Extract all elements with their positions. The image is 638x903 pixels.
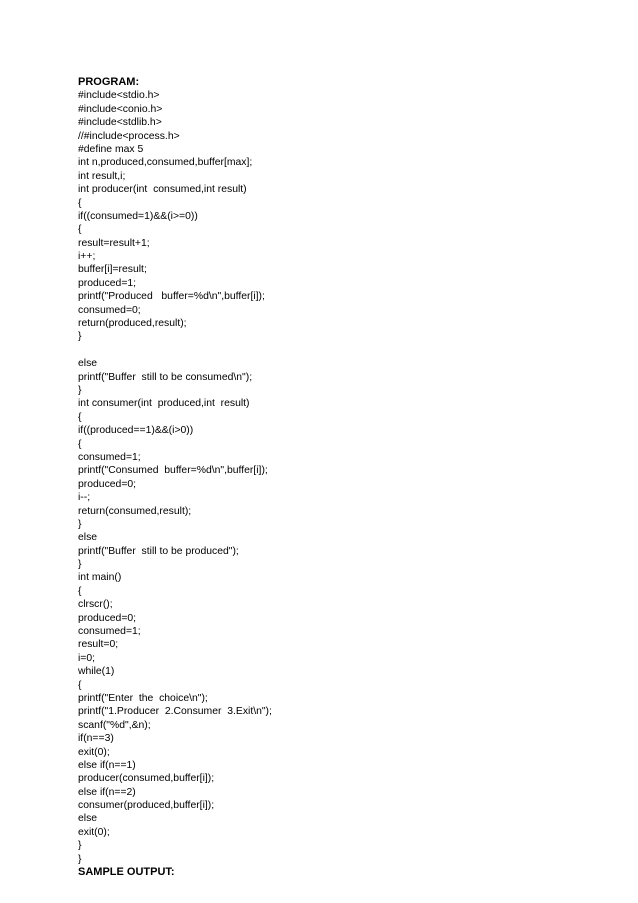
code-line: printf("1.Producer 2.Consumer 3.Exit\n");: [78, 706, 272, 718]
code-line: consumed=0;: [78, 304, 141, 316]
code-line: else: [78, 813, 98, 825]
code-line: }: [78, 559, 82, 571]
code-line: else: [78, 358, 98, 370]
code-line: {: [78, 224, 82, 236]
code-line: int main(): [78, 572, 122, 584]
code-line: {: [78, 585, 82, 597]
code-line: #define max 5: [78, 143, 144, 155]
code-line: i--;: [78, 492, 91, 504]
code-line: int consumer(int produced,int result): [78, 398, 250, 410]
code-line: return(consumed,result);: [78, 505, 192, 517]
code-line: producer(consumed,buffer[i]);: [78, 773, 215, 785]
code-line: if(n==3): [78, 733, 114, 745]
code-line: }: [78, 840, 82, 852]
code-line: result=result+1;: [78, 237, 150, 249]
code-line: produced=1;: [78, 277, 137, 289]
code-line: #include<stdio.h>: [78, 90, 160, 102]
code-line: printf("Produced buffer=%d\n",buffer[i]);: [78, 291, 265, 303]
code-line: produced=0;: [78, 478, 137, 490]
code-block-1: [78, 89, 578, 343]
code-line: produced=0;: [78, 612, 137, 624]
code-line: clrscr();: [78, 599, 113, 611]
code-line: if((consumed=1)&&(i>=0)): [78, 210, 198, 222]
code-line: {: [78, 411, 82, 423]
code-line: consumed=1;: [78, 626, 141, 638]
code-line: exit(0);: [78, 826, 110, 838]
code-line: int result,i;: [78, 170, 126, 182]
code-line: else if(n==2): [78, 786, 136, 798]
sample-output-heading: SAMPLE OUTPUT:: [78, 866, 175, 879]
code-line: #include<conio.h>: [78, 103, 163, 115]
code-line: result=0;: [78, 639, 119, 651]
code-line: printf("Buffer still to be produced");: [78, 545, 239, 557]
code-line: printf("Buffer still to be consumed\n");: [78, 371, 253, 383]
code-line: printf("Enter the choice\n");: [78, 692, 208, 704]
code-line: else if(n==1): [78, 759, 136, 771]
code-line: if((produced==1)&&(i>0)): [78, 425, 194, 437]
code-line: return(produced,result);: [78, 318, 187, 330]
code-line: }: [78, 853, 82, 865]
code-line: exit(0);: [78, 746, 110, 758]
code-line: printf("Consumed buffer=%d\n",buffer[i]);: [78, 465, 268, 477]
code-block-2: [78, 357, 578, 866]
code-line: }: [78, 331, 82, 343]
code-line: {: [78, 438, 82, 450]
code-line: //#include<process.h>: [78, 130, 180, 142]
code-line: while(1): [78, 666, 115, 678]
program-heading: PROGRAM:: [78, 76, 140, 88]
code-line: scanf("%d",&n);: [78, 719, 151, 731]
code-line: int n,produced,consumed,buffer[max];: [78, 157, 253, 169]
code-line: else: [78, 532, 98, 544]
blank-line: [78, 344, 578, 357]
code-line: consumed=1;: [78, 451, 141, 463]
code-line: i++;: [78, 251, 96, 263]
code-line: buffer[i]=result;: [78, 264, 147, 276]
code-line: i=0;: [78, 652, 96, 664]
code-line: {: [78, 679, 82, 691]
code-line: #include<stdlib.h>: [78, 117, 162, 129]
code-line: }: [78, 518, 82, 530]
code-line: consumer(produced,buffer[i]);: [78, 800, 215, 812]
document-content: [78, 76, 578, 879]
code-line: {: [78, 197, 82, 209]
code-line: int producer(int consumed,int result): [78, 184, 247, 196]
code-line: }: [78, 384, 82, 396]
